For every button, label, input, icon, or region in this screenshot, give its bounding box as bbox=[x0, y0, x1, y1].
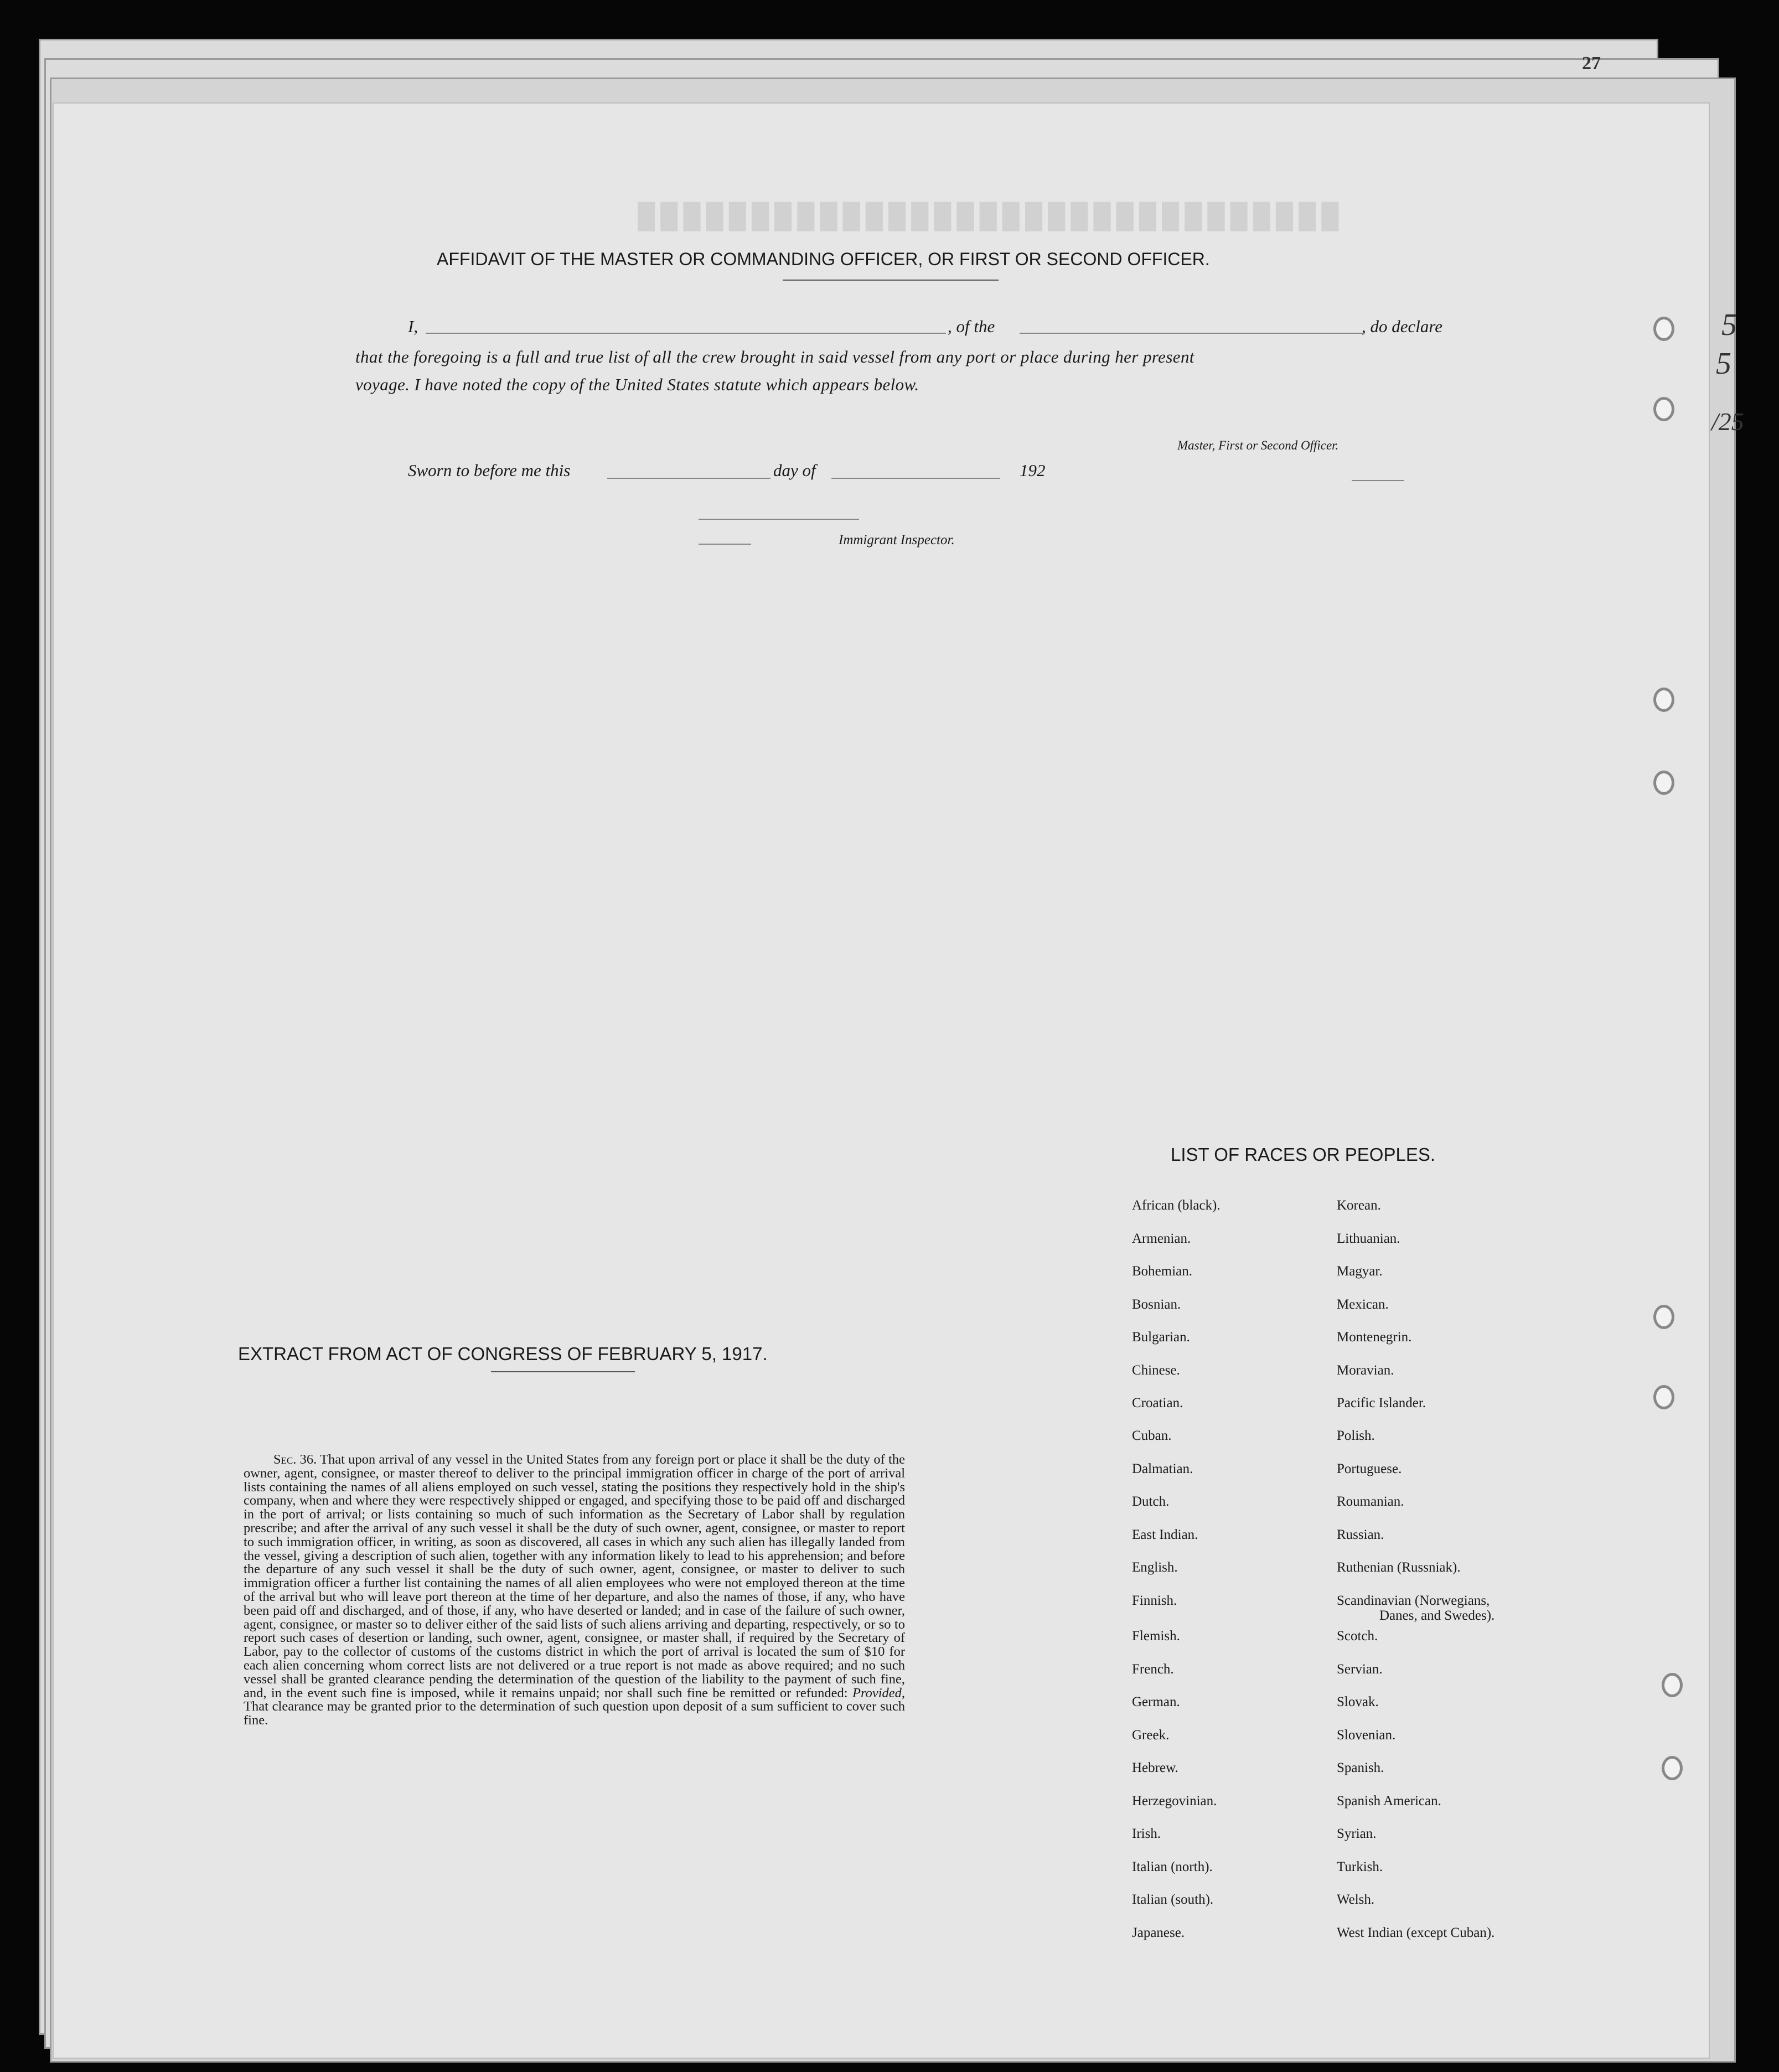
race-left-item: Herzegovinian. bbox=[1132, 1794, 1217, 1809]
document-page bbox=[53, 102, 1710, 2059]
sworn-day-line bbox=[607, 478, 770, 479]
affidavit-line-2: that the foregoing is a full and true list of all the crew brought in said vessel from any port or place during her present bbox=[355, 347, 1194, 366]
race-left-item: Chinese. bbox=[1132, 1363, 1180, 1378]
punch-hole bbox=[1662, 1673, 1683, 1697]
affidavit-of-the: , of the bbox=[948, 317, 995, 336]
provided-label: Provided, bbox=[852, 1685, 906, 1701]
race-left-item: Cuban. bbox=[1132, 1428, 1172, 1443]
race-right-item: Magyar. bbox=[1337, 1264, 1383, 1279]
race-left-item: English. bbox=[1132, 1560, 1178, 1575]
vessel-name-line bbox=[1020, 333, 1363, 334]
affidavit-title-rule bbox=[783, 280, 999, 281]
race-right-item: Roumanian. bbox=[1337, 1494, 1404, 1509]
affidavit-line-3: voyage. I have noted the copy of the United States statute which appears below. bbox=[355, 375, 919, 394]
bleed-through-text: ███████████████████████████████ bbox=[638, 204, 1344, 231]
corner-number: 27 bbox=[1582, 53, 1601, 74]
race-left-item: French. bbox=[1132, 1662, 1174, 1677]
affidavit-do-declare: , do declare bbox=[1362, 317, 1443, 336]
inspector-signature-line bbox=[699, 519, 859, 520]
race-right-item: Portuguese. bbox=[1337, 1461, 1402, 1476]
master-name-line bbox=[426, 333, 946, 334]
signer-label: Master, First or Second Officer. bbox=[1177, 438, 1339, 452]
race-right-item: Pacific Islander. bbox=[1337, 1396, 1426, 1410]
race-left-item: Bosnian. bbox=[1132, 1297, 1181, 1312]
race-right-item: Scandinavian (Norwegians, bbox=[1337, 1593, 1490, 1608]
punch-hole bbox=[1653, 397, 1674, 421]
race-right-item: Slovenian. bbox=[1337, 1728, 1396, 1743]
punch-hole bbox=[1653, 317, 1674, 341]
race-left-item: Croatian. bbox=[1132, 1396, 1183, 1410]
section-label: Sec. 36. bbox=[273, 1452, 317, 1467]
race-right-item: Danes, and Swedes). bbox=[1379, 1608, 1495, 1623]
race-right-item: Syrian. bbox=[1337, 1826, 1377, 1841]
punch-hole bbox=[1653, 1305, 1674, 1329]
race-right-item: Korean. bbox=[1337, 1198, 1381, 1213]
race-right-item: Lithuanian. bbox=[1337, 1231, 1400, 1246]
races-title: LIST OF RACES OR PEOPLES. bbox=[1171, 1144, 1436, 1165]
race-left-item: Dutch. bbox=[1132, 1494, 1170, 1509]
race-left-item: Greek. bbox=[1132, 1728, 1170, 1743]
race-left-item: German. bbox=[1132, 1694, 1180, 1709]
race-right-item: Turkish. bbox=[1337, 1859, 1383, 1874]
punch-hole bbox=[1662, 1756, 1683, 1780]
extract-title-rule bbox=[491, 1371, 635, 1372]
inspector-label: Immigrant Inspector. bbox=[839, 533, 955, 547]
right-edge-mark-top: 5 bbox=[1721, 308, 1737, 342]
inspector-line bbox=[699, 544, 751, 545]
sworn-month-line bbox=[831, 478, 1000, 479]
race-right-item: Moravian. bbox=[1337, 1363, 1394, 1378]
race-right-item: Welsh. bbox=[1337, 1892, 1375, 1907]
race-right-item: Polish. bbox=[1337, 1428, 1375, 1443]
extract-text-part-2: That clearance may be granted prior to the determination of such question upon deposit of a sum sufficient to cover such fine. bbox=[244, 1699, 905, 1728]
race-right-item: Scotch. bbox=[1337, 1629, 1378, 1644]
race-left-item: East Indian. bbox=[1132, 1527, 1198, 1542]
signer-line bbox=[1352, 480, 1404, 481]
punch-hole bbox=[1653, 1385, 1674, 1409]
affidavit-i: I, bbox=[408, 317, 418, 336]
race-left-item: Japanese. bbox=[1132, 1925, 1185, 1940]
right-edge-mark-mid: 5 bbox=[1716, 347, 1731, 381]
race-left-item: Flemish. bbox=[1132, 1629, 1180, 1644]
race-right-item: Servian. bbox=[1337, 1662, 1383, 1677]
race-right-item: West Indian (except Cuban). bbox=[1337, 1925, 1495, 1940]
race-left-item: Italian (south). bbox=[1132, 1892, 1214, 1907]
right-edge-mark-low: /25 bbox=[1711, 407, 1744, 436]
race-left-item: Italian (north). bbox=[1132, 1859, 1213, 1874]
race-left-item: Finnish. bbox=[1132, 1593, 1177, 1608]
sworn-label: Sworn to before me this bbox=[408, 461, 571, 480]
day-of-label: day of bbox=[773, 461, 816, 480]
extract-title: EXTRACT FROM ACT OF CONGRESS OF FEBRUARY 5, 1917. bbox=[238, 1344, 768, 1364]
race-right-item: Russian. bbox=[1337, 1527, 1384, 1542]
extract-text-part-1: That upon arrival of any vessel in the United States from any foreign port or place it shall be the duty of the owner, agent, consignee, or master thereof to deliver to the principal immigration officer in charge of the port of arrival lists containing the names of all aliens employed on such vessel, stating the positions they respectively hold in the ship's company, when and where they were respectively shipped or engaged, and specifying those to be paid off and discharged in the port of arrival; or lists containing so much of such information as the Secretary of Labor shall by regulation prescribe; and after the arrival of any such vessel it shall be the duty of such owner, agent, consignee, or master to report to such immigration officer, in writing, as soon as discovered, all cases in which any such alien has illegally landed from the vessel, giving a description of such alien, together with any information likely to lead to his apprehension; and before the departure of any such vessel it shall be the duty of such owner, agent, consignee, or master to deliver to such immigration officer a further list containing the names of all alien employees who were not employed thereon at the time of the arrival but who will leave port thereon at the time of her departure, and also the names of those, if any, who have been paid off and discharged, and of those, if any, who have deserted or landed; and in case of the failure of such owner, agent, consignee, or master so to deliver either of the said lists of such aliens arriving and departing, respectively, or so to report such cases of desertion or landing, such owner, agent, consignee, or master shall, if required by the Secretary of Labor, pay to the collector of customs of the customs district in which the port of arrival is located the sum of $10 for each alien concerning whom correct lists are not delivered or a true report is not made as above required; and no such vessel shall be granted clearance pending the determination of the question of the liability to the payment of such fine, and, in the event such fine is imposed, while it remains unpaid; nor shall such fine be remitted or refunded: bbox=[244, 1452, 905, 1701]
punch-hole bbox=[1653, 688, 1674, 712]
race-left-item: Hebrew. bbox=[1132, 1760, 1178, 1775]
race-left-item: Irish. bbox=[1132, 1826, 1161, 1841]
punch-hole bbox=[1653, 771, 1674, 795]
affidavit-title: AFFIDAVIT OF THE MASTER OR COMMANDING OFFICER, OR FIRST OR SECOND OFFICER. bbox=[437, 249, 1210, 269]
extract-body bbox=[244, 1453, 905, 1728]
race-left-item: Bohemian. bbox=[1132, 1264, 1193, 1279]
race-right-item: Slovak. bbox=[1337, 1694, 1379, 1709]
race-right-item: Ruthenian (Russniak). bbox=[1337, 1560, 1461, 1575]
race-left-item: Bulgarian. bbox=[1132, 1330, 1190, 1345]
race-left-item: Armenian. bbox=[1132, 1231, 1191, 1246]
race-right-item: Spanish American. bbox=[1337, 1794, 1441, 1809]
race-left-item: African (black). bbox=[1132, 1198, 1221, 1213]
year-prefix: 192 bbox=[1020, 461, 1046, 480]
race-left-item: Dalmatian. bbox=[1132, 1461, 1193, 1476]
race-right-item: Montenegrin. bbox=[1337, 1330, 1412, 1345]
race-right-item: Mexican. bbox=[1337, 1297, 1389, 1312]
race-right-item: Spanish. bbox=[1337, 1760, 1384, 1775]
